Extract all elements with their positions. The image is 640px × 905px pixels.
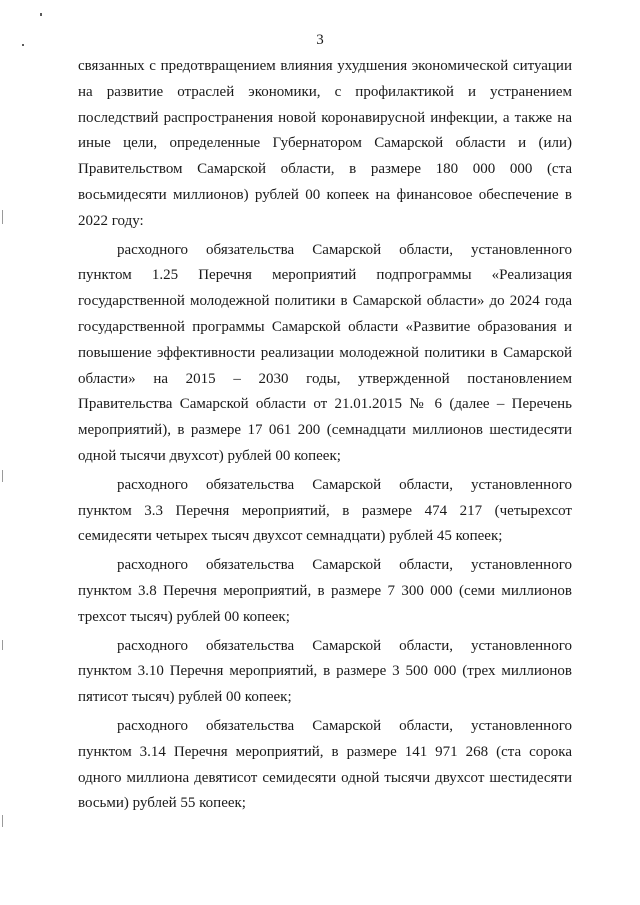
paragraph-item-3-14: расходного обязательства Самарской области, установленного пунктом 3.14 Перечня мероприятий, в размере 141 971 268 (ста сорока одного миллиона девятисот семидесяти одной тысячи двухсот шестидесяти восьми) рублей 55 копеек;: [78, 717, 572, 812]
paragraph-item-3-10: расходного обязательства Самарской области, установленного пунктом 3.10 Перечня мероприятий, в размере 3 500 000 (трех миллионов пятисот тысяч) рублей 00 копеек;: [78, 637, 572, 706]
scan-mark: [40, 13, 42, 16]
document-body: [78, 54, 572, 817]
scan-mark: [2, 210, 3, 224]
paragraph-item-3-8: расходного обязательства Самарской области, установленного пунктом 3.8 Перечня мероприятий, в размере 7 300 000 (семи миллионов трехсот тысяч) рублей 00 копеек;: [78, 557, 572, 625]
scan-mark: [2, 470, 3, 482]
page-number: 3: [316, 32, 324, 48]
paragraph-intro: связанных с предотвращением влияния ухудшения экономической ситуации на развитие отраслей экономики, с профилактикой и устранением последствий распространения новой коронавирусной инфекции, а также на иные цели, определенные Губернатором Самарской области и (или) Правительством Самарской области, в размере 180 000 000 (ста восьмидесяти миллионов) рублей 00 копеек на финансовое обеспечение в 2022 году:: [78, 58, 572, 229]
paragraph-item-1-25: расходного обязательства Самарской области, установленного пунктом 1.25 Перечня мероприятий подпрограммы «Реализация государственной молодежной политики в Самарской области» до 2024 года государственной программы Самарской области «Развитие образования и повышение эффективности реализации молодежной политики в Самарской области» на 2015 – 2030 годы, утвержденной постановлением Правительства Самарской области от 21.01.2015 № 6 (далее – Перечень мероприятий), в размере 17 061 200 (семнадцати миллионов шестидесяти одной тысячи двухсот) рублей 00 копеек;: [78, 241, 572, 464]
scan-mark: [2, 640, 3, 650]
paragraph-item-3-3: расходного обязательства Самарской области, установленного пунктом 3.3 Перечня мероприятий, в размере 474 217 (четырехсот семидесяти четырех тысяч двухсот семнадцати) рублей 45 копеек;: [78, 476, 572, 545]
scan-mark: [2, 815, 3, 827]
